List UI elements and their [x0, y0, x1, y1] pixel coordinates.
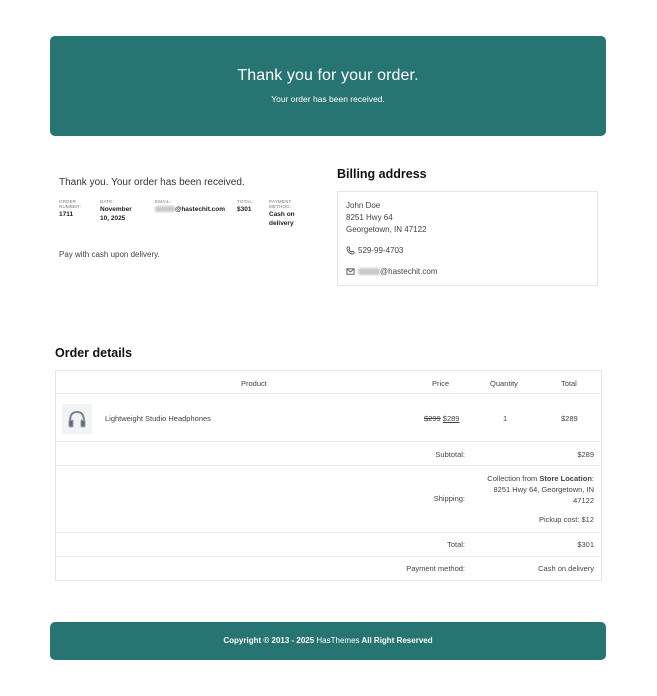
- site-footer: [50, 622, 606, 660]
- order-email-block: [155, 199, 225, 214]
- banner-subtitle: Your order has been received.: [271, 94, 385, 104]
- col-header-total: Total: [561, 379, 577, 388]
- footer-copyright: Copyright © 2013 - 2025: [223, 636, 317, 645]
- order-date-line1: November: [100, 206, 132, 213]
- redacted-billing-email-user: [358, 268, 380, 275]
- product-line-total: $289: [561, 414, 578, 423]
- billing-phone-row[interactable]: [346, 246, 403, 255]
- mail-icon: [346, 267, 355, 276]
- total-label: Total:: [447, 540, 465, 549]
- order-number-value: 1711: [59, 211, 74, 218]
- payment-method-value: Cash on delivery: [538, 564, 594, 573]
- col-header-product: Product: [241, 379, 267, 388]
- col-header-price: Price: [432, 379, 450, 388]
- billing-city: Georgetown, IN 47122: [346, 225, 427, 234]
- product-price: [424, 414, 459, 423]
- order-email-value: [155, 205, 225, 214]
- order-payment-line2: delivery: [269, 220, 294, 227]
- billing-address-box: [337, 191, 598, 286]
- divider: [56, 441, 601, 442]
- thank-you-banner: [50, 36, 606, 136]
- divider: [56, 393, 601, 394]
- order-total-value: $301: [237, 206, 252, 213]
- order-payment-label: PAYMENT METHOD:: [269, 199, 292, 209]
- product-thumbnail[interactable]: [62, 404, 92, 434]
- billing-phone: 529-99-4703: [358, 246, 404, 255]
- billing-title: Billing address: [337, 167, 427, 181]
- order-number-label: ORDER NUMBER:: [59, 199, 82, 209]
- shipping-address-line2: 47122: [573, 496, 594, 505]
- product-name-link[interactable]: Lightweight Studio Headphones: [105, 414, 211, 423]
- shipping-label: Shipping:: [433, 494, 465, 503]
- divider: [56, 532, 601, 533]
- banner-title: Thank you for your order.: [237, 67, 419, 84]
- subtotal-label: Subtotal:: [435, 450, 465, 459]
- shipping-address-line1: 8251 Hwy 64, Georgetown, IN: [493, 485, 594, 494]
- subtotal-value: $289: [577, 450, 594, 459]
- phone-icon: [346, 246, 355, 255]
- payment-note: Pay with cash upon delivery.: [59, 250, 160, 259]
- billing-street: 8251 Hwy 64: [346, 213, 393, 222]
- order-number-block: [59, 199, 83, 219]
- total-value: $301: [577, 540, 594, 549]
- billing-email-row[interactable]: [346, 267, 437, 276]
- order-date-line2: 10, 2025: [100, 215, 126, 222]
- order-email-label: EMAIL:: [155, 199, 171, 204]
- order-payment-line1: Cash on: [269, 211, 295, 218]
- footer-brand-link[interactable]: HasThemes: [316, 636, 360, 645]
- order-date-block: [100, 199, 132, 223]
- order-total-block: [237, 199, 254, 214]
- redacted-email-user: [155, 206, 175, 212]
- order-total-label: TOTAL:: [237, 199, 254, 204]
- billing-email-domain: @hastechit.com: [380, 267, 438, 276]
- shipping-value: [487, 473, 594, 506]
- pickup-cost: Pickup cost: $12: [538, 515, 594, 524]
- divider: [56, 465, 601, 466]
- product-quantity: 1: [503, 414, 508, 423]
- order-date-label: DATE:: [100, 199, 114, 204]
- order-email-domain: @hastechit.com: [175, 206, 226, 213]
- payment-method-label: Payment method:: [406, 564, 465, 573]
- order-payment-block: [269, 199, 295, 228]
- col-header-quantity: Quantity: [490, 379, 518, 388]
- order-details-table: [55, 370, 602, 581]
- shipping-method: Collection from Store Location:: [487, 474, 594, 483]
- divider: [56, 556, 601, 557]
- order-received-text: Thank you. Your order has been received.: [59, 177, 245, 188]
- billing-name: John Doe: [346, 201, 381, 210]
- price-original: $299: [424, 414, 441, 423]
- headphones-icon: [62, 404, 92, 434]
- footer-rights: All Right Reserved: [359, 636, 433, 645]
- price-sale: $289: [442, 414, 460, 423]
- order-details-title: Order details: [55, 346, 133, 360]
